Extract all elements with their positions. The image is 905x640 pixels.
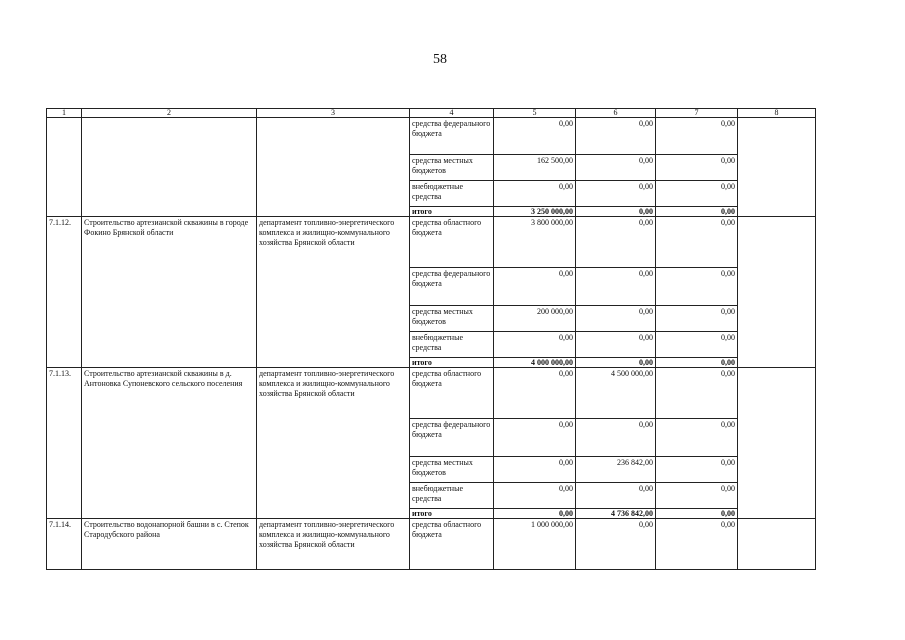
col-header-7: 7 [656,109,738,118]
value-col5: 162 500,00 [494,155,576,181]
value-col6: 0,00 [576,306,656,332]
source-cell: средства федерального бюджета [410,118,494,155]
value-col6: 0,00 [576,181,656,207]
value-col5: 0,00 [494,483,576,509]
page-number: 58 [433,52,447,67]
value-col7: 0,00 [656,332,738,358]
value-col6: 0,00 [576,332,656,358]
value-col6: 0,00 [576,483,656,509]
value-col7: 0,00 [656,457,738,483]
col-header-4: 4 [410,109,494,118]
source-cell: средства местных бюджетов [410,457,494,483]
source-cell: средства местных бюджетов [410,306,494,332]
col-header-2: 2 [82,109,257,118]
value-col6: 236 842,00 [576,457,656,483]
source-cell: средства местных бюджетов [410,155,494,181]
value-col5: 0,00 [494,268,576,306]
executor-cell [257,118,410,217]
source-cell: внебюджетные средства [410,181,494,207]
total-label: итого [410,207,494,217]
total-col6: 4 736 842,00 [576,509,656,519]
code-cell: 7.1.12. [47,217,82,368]
executor-cell: департамент топливно-энергетического комплекса и жилищно-коммунального хозяйства Брянской области [257,368,410,519]
value-col6: 0,00 [576,217,656,268]
value-col5: 3 800 000,00 [494,217,576,268]
total-label: итого [410,509,494,519]
total-col6: 0,00 [576,358,656,368]
value-col5: 0,00 [494,368,576,419]
total-label: итого [410,358,494,368]
object-cell: Строительство артезианской скважины в городе Фокино Брянской области [82,217,257,368]
header-row [47,109,816,118]
code-cell [47,118,82,217]
total-col7: 0,00 [656,358,738,368]
value-col7: 0,00 [656,419,738,457]
value-col8 [738,118,816,217]
budget-table [46,108,816,570]
source-cell: внебюджетные средства [410,483,494,509]
value-col8 [738,368,816,519]
value-col7: 0,00 [656,519,738,570]
value-col5: 200 000,00 [494,306,576,332]
table-row [47,118,816,155]
value-col8 [738,519,816,570]
code-cell: 7.1.14. [47,519,82,570]
value-col6: 4 500 000,00 [576,368,656,419]
executor-cell: департамент топливно-энергетического комплекса и жилищно-коммунального хозяйства Брянской области [257,519,410,570]
source-cell: средства областного бюджета [410,519,494,570]
col-header-8: 8 [738,109,816,118]
value-col7: 0,00 [656,368,738,419]
source-cell: средства областного бюджета [410,217,494,268]
value-col8 [738,217,816,368]
value-col6: 0,00 [576,155,656,181]
col-header-5: 5 [494,109,576,118]
object-cell [82,118,257,217]
source-cell: средства федерального бюджета [410,268,494,306]
total-col5: 4 000 000,00 [494,358,576,368]
table-row [47,217,816,268]
value-col7: 0,00 [656,181,738,207]
value-col5: 0,00 [494,118,576,155]
value-col6: 0,00 [576,519,656,570]
value-col6: 0,00 [576,268,656,306]
code-cell: 7.1.13. [47,368,82,519]
value-col6: 0,00 [576,118,656,155]
value-col7: 0,00 [656,268,738,306]
col-header-1: 1 [47,109,82,118]
value-col7: 0,00 [656,118,738,155]
value-col7: 0,00 [656,306,738,332]
value-col6: 0,00 [576,419,656,457]
total-col5: 0,00 [494,509,576,519]
value-col5: 0,00 [494,457,576,483]
executor-cell: департамент топливно-энергетического комплекса и жилищно-коммунального хозяйства Брянской области [257,217,410,368]
total-col6: 0,00 [576,207,656,217]
value-col5: 0,00 [494,419,576,457]
table-row [47,519,816,570]
source-cell: средства федерального бюджета [410,419,494,457]
total-col7: 0,00 [656,207,738,217]
col-header-3: 3 [257,109,410,118]
object-cell: Строительство артезианской скважины в д. Антоновка Супоневского сельского поселения [82,368,257,519]
source-cell: внебюджетные средства [410,332,494,358]
value-col5: 1 000 000,00 [494,519,576,570]
total-col7: 0,00 [656,509,738,519]
value-col7: 0,00 [656,217,738,268]
col-header-6: 6 [576,109,656,118]
value-col7: 0,00 [656,155,738,181]
value-col7: 0,00 [656,483,738,509]
total-col5: 3 250 000,00 [494,207,576,217]
value-col5: 0,00 [494,181,576,207]
table-row [47,368,816,419]
object-cell: Строительство водонапорной башни в с. Степок Стародубского района [82,519,257,570]
value-col5: 0,00 [494,332,576,358]
source-cell: средства областного бюджета [410,368,494,419]
